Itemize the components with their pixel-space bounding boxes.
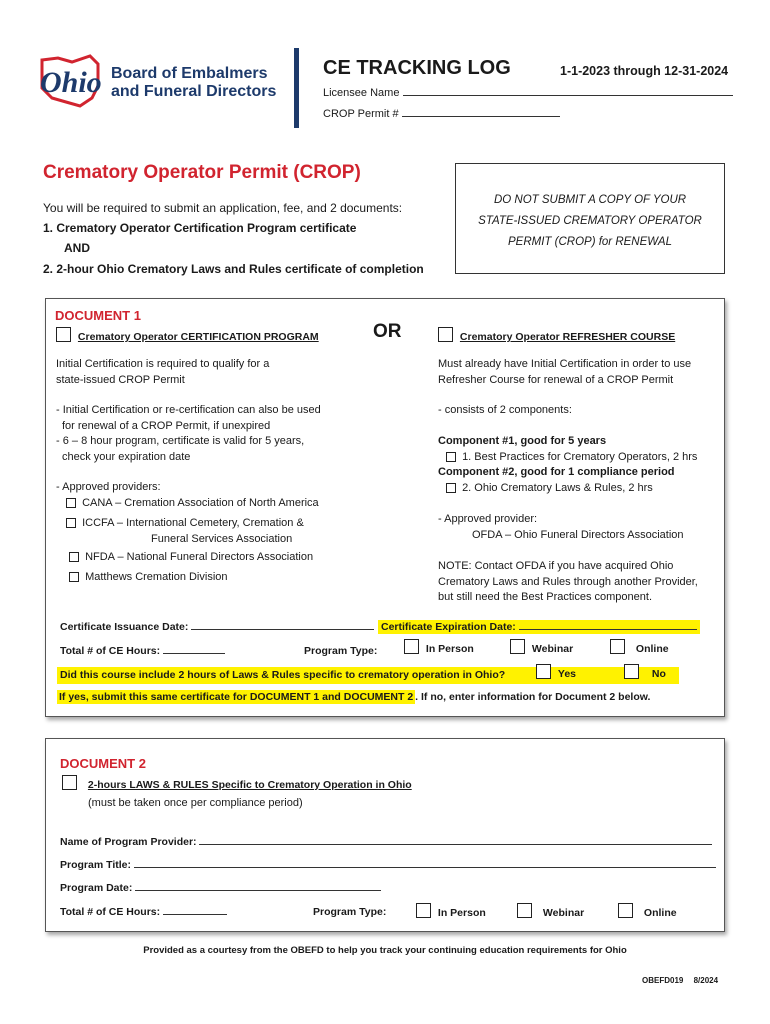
laws-rules-question-text: Did this course include 2 hours of Laws & Rules specific to crematory operation in Ohio? <box>60 669 506 681</box>
date-range: 1-1-2023 through 12-31-2024 <box>560 64 729 78</box>
program-title-field[interactable] <box>60 859 716 871</box>
refresher-provider-name: OFDA – Ohio Funeral Directors Association <box>472 528 684 541</box>
refresher-details <box>438 357 723 449</box>
page-title: CE TRACKING LOG <box>323 57 511 79</box>
program-date-label: Program Date: <box>60 882 133 894</box>
question-yes-label: Yes <box>557 668 577 680</box>
question-no-label: No <box>651 668 666 680</box>
document-2-title: DOCUMENT 2 <box>60 756 146 771</box>
logo-word: Ohio <box>40 66 102 99</box>
crop-heading: Crematory Operator Permit (CROP) <box>43 162 361 183</box>
licensee-name-label: Licensee Name <box>323 87 400 99</box>
refresher-course-checkbox[interactable] <box>438 327 453 342</box>
doc1-program-type-label: Program Type: <box>304 645 378 657</box>
issuance-date-line[interactable] <box>191 629 374 630</box>
doc1-in-person-option[interactable] <box>404 639 474 655</box>
provider-nfda[interactable] <box>69 551 313 563</box>
provider-cana-label: CANA – Cremation Association of North America <box>82 497 319 509</box>
provider-cana-checkbox[interactable] <box>66 498 76 508</box>
program-date-field[interactable] <box>60 882 381 894</box>
cert-p2-l4: check your expiration date <box>62 450 191 463</box>
notice-line-3: PERMIT (CROP) for RENEWAL <box>508 236 672 248</box>
doc1-hours-label: Total # of CE Hours: <box>60 645 161 657</box>
certification-details <box>56 357 376 496</box>
crop-permit-label: CROP Permit # <box>323 108 399 120</box>
doc2-webinar-label: Webinar <box>542 907 585 919</box>
cert-p1-l1: Initial Certification is required to qualify for a <box>56 358 270 370</box>
certification-program-option[interactable] <box>56 327 319 343</box>
doc1-online-checkbox[interactable] <box>610 639 625 654</box>
issuance-date-field[interactable] <box>60 621 374 633</box>
provider-cana[interactable] <box>66 497 319 509</box>
doc2-in-person-option[interactable] <box>416 903 486 919</box>
crop-permit-field[interactable] <box>323 108 560 120</box>
program-provider-field[interactable] <box>60 836 712 848</box>
form-code-id: OBEFD019 <box>642 976 684 985</box>
doc1-in-person-checkbox[interactable] <box>404 639 419 654</box>
provider-iccfa-checkbox[interactable] <box>66 518 76 528</box>
doc1-hours-line[interactable] <box>163 653 225 654</box>
doc1-webinar-option[interactable] <box>510 639 573 655</box>
doc2-webinar-checkbox[interactable] <box>517 903 532 918</box>
doc1-hours-field[interactable] <box>60 645 225 657</box>
program-title-label: Program Title: <box>60 859 131 871</box>
doc2-hours-line[interactable] <box>163 914 227 915</box>
providers-label: - Approved providers: <box>56 481 161 493</box>
doc1-webinar-label: Webinar <box>531 643 574 655</box>
doc1-in-person-label: In Person <box>425 643 474 655</box>
doc2-webinar-option[interactable] <box>517 903 584 919</box>
form-code-date: 8/2024 <box>693 976 719 985</box>
refresher-note <box>438 559 698 606</box>
board-name-line1: Board of Embalmers <box>111 65 268 82</box>
intro-lead: You will be required to submit an application, fee, and 2 documents: <box>43 201 403 215</box>
doc1-instruction <box>57 691 650 703</box>
or-separator: OR <box>373 321 402 342</box>
component-1-text: 1. Best Practices for Crematory Operators, 2 hrs <box>462 451 698 463</box>
doc2-online-label: Online <box>643 907 677 919</box>
document-1-title: DOCUMENT 1 <box>55 308 141 323</box>
laws-rules-question <box>57 667 679 684</box>
doc2-in-person-label: In Person <box>437 907 486 919</box>
intro-and: AND <box>64 241 90 255</box>
notice-line-1: DO NOT SUBMIT A COPY OF YOUR <box>493 194 687 206</box>
cert-p2-l3: - 6 – 8 hour program, certificate is valid for 5 years, <box>56 435 305 447</box>
cert-p1-l2: state-issued CROP Permit <box>56 373 185 386</box>
ohio-state-logo <box>36 52 106 110</box>
footer-courtesy: Provided as a courtesy from the OBEFD to help you track your continuing education requirements for Ohio <box>143 945 627 956</box>
component-1-checkbox[interactable] <box>446 452 456 462</box>
doc2-in-person-checkbox[interactable] <box>416 903 431 918</box>
refresher-course-heading: Crematory Operator REFRESHER COURSE <box>459 331 676 343</box>
question-no-option[interactable] <box>624 664 666 680</box>
ref-p1-l2: Refresher Course for renewal of a CROP Permit <box>438 373 674 386</box>
component-2-item[interactable] <box>446 482 653 494</box>
expiration-date-label: Certificate Expiration Date: <box>381 621 516 633</box>
form-code <box>642 976 718 985</box>
doc2-hours-field[interactable] <box>60 906 227 918</box>
program-title-line[interactable] <box>134 867 716 868</box>
ref-p1-l1: Must already have Initial Certification in order to use <box>438 358 692 370</box>
doc2-subnote: (must be taken once per compliance period) <box>88 797 303 809</box>
notice-line-2: STATE-ISSUED CREMATORY OPERATOR <box>478 215 702 227</box>
component-2-checkbox[interactable] <box>446 483 456 493</box>
program-provider-label: Name of Program Provider: <box>60 836 197 848</box>
intro-item-1: 1. Crematory Operator Certification Program certificate <box>43 221 357 235</box>
header <box>0 0 770 140</box>
program-provider-line[interactable] <box>199 844 712 845</box>
doc2-hours-label: Total # of CE Hours: <box>60 906 161 918</box>
licensee-name-field[interactable] <box>323 87 733 99</box>
note-l3: but still need the Best Practices component. <box>438 591 653 603</box>
doc1-online-label: Online <box>635 643 669 655</box>
document-1-box <box>45 298 725 717</box>
question-yes-checkbox[interactable] <box>536 664 551 679</box>
question-no-checkbox[interactable] <box>624 664 639 679</box>
doc2-online-checkbox[interactable] <box>618 903 633 918</box>
program-date-line[interactable] <box>135 890 381 891</box>
refresher-provider <box>438 512 684 543</box>
question-yes-option[interactable] <box>536 664 576 680</box>
refresher-provider-label: - Approved provider: <box>438 513 538 525</box>
certification-program-checkbox[interactable] <box>56 327 71 342</box>
expiration-date-line[interactable] <box>519 629 697 630</box>
provider-matthews-checkbox[interactable] <box>69 572 79 582</box>
note-l1: NOTE: Contact OFDA if you have acquired Ohio <box>438 560 674 572</box>
component-2-label: Component #2, good for 1 compliance period <box>438 466 675 478</box>
component-1-item[interactable] <box>446 451 697 463</box>
board-name-line2: and Funeral Directors <box>111 83 277 100</box>
note-l2: Crematory Laws and Rules through another Provider, <box>438 575 698 588</box>
ref-consists: - consists of 2 components: <box>438 404 572 416</box>
laws-rules-checkbox[interactable] <box>62 775 77 790</box>
header-divider <box>294 48 299 128</box>
doc2-program-type-label: Program Type: <box>313 906 387 918</box>
provider-iccfa[interactable] <box>66 516 304 547</box>
provider-nfda-checkbox[interactable] <box>69 552 79 562</box>
document-2-box <box>45 738 725 932</box>
intro-item-2: 2. 2-hour Ohio Crematory Laws and Rules certificate of completion <box>43 262 424 276</box>
laws-rules-heading: 2-hours LAWS & RULES Specific to Crematory Operation in Ohio <box>87 779 412 791</box>
instruction-highlight: If yes, submit this same certificate for DOCUMENT 1 and DOCUMENT 2 <box>59 691 414 703</box>
instruction-rest: . If no, enter information for Document 2 below. <box>415 691 651 703</box>
doc1-online-option[interactable] <box>610 639 669 655</box>
laws-rules-option[interactable] <box>62 775 412 791</box>
licensee-name-line[interactable] <box>403 95 733 96</box>
renewal-notice-box <box>455 163 725 274</box>
doc2-online-option[interactable] <box>618 903 677 919</box>
provider-matthews[interactable] <box>69 571 228 583</box>
doc1-webinar-checkbox[interactable] <box>510 639 525 654</box>
cert-p2-l1: - Initial Certification or re-certification can also be used <box>56 404 321 416</box>
refresher-course-option[interactable] <box>438 327 675 343</box>
component-2-text: 2. Ohio Crematory Laws & Rules, 2 hrs <box>462 482 653 494</box>
expiration-date-field[interactable] <box>378 620 700 634</box>
issuance-date-label: Certificate Issuance Date: <box>60 621 189 633</box>
component-1-label: Component #1, good for 5 years <box>438 434 607 447</box>
cert-p2-l2: for renewal of a CROP Permit, if unexpired <box>62 419 271 432</box>
provider-matthews-label: Matthews Cremation Division <box>85 571 228 583</box>
certification-program-heading: Crematory Operator CERTIFICATION PROGRAM <box>77 331 319 343</box>
provider-iccfa-label: ICCFA – International Cemetery, Cremation & <box>82 517 304 529</box>
crop-permit-line[interactable] <box>402 116 560 117</box>
provider-iccfa-label-2: Funeral Services Association <box>151 532 293 545</box>
provider-nfda-label: NFDA – National Funeral Directors Association <box>85 551 314 563</box>
